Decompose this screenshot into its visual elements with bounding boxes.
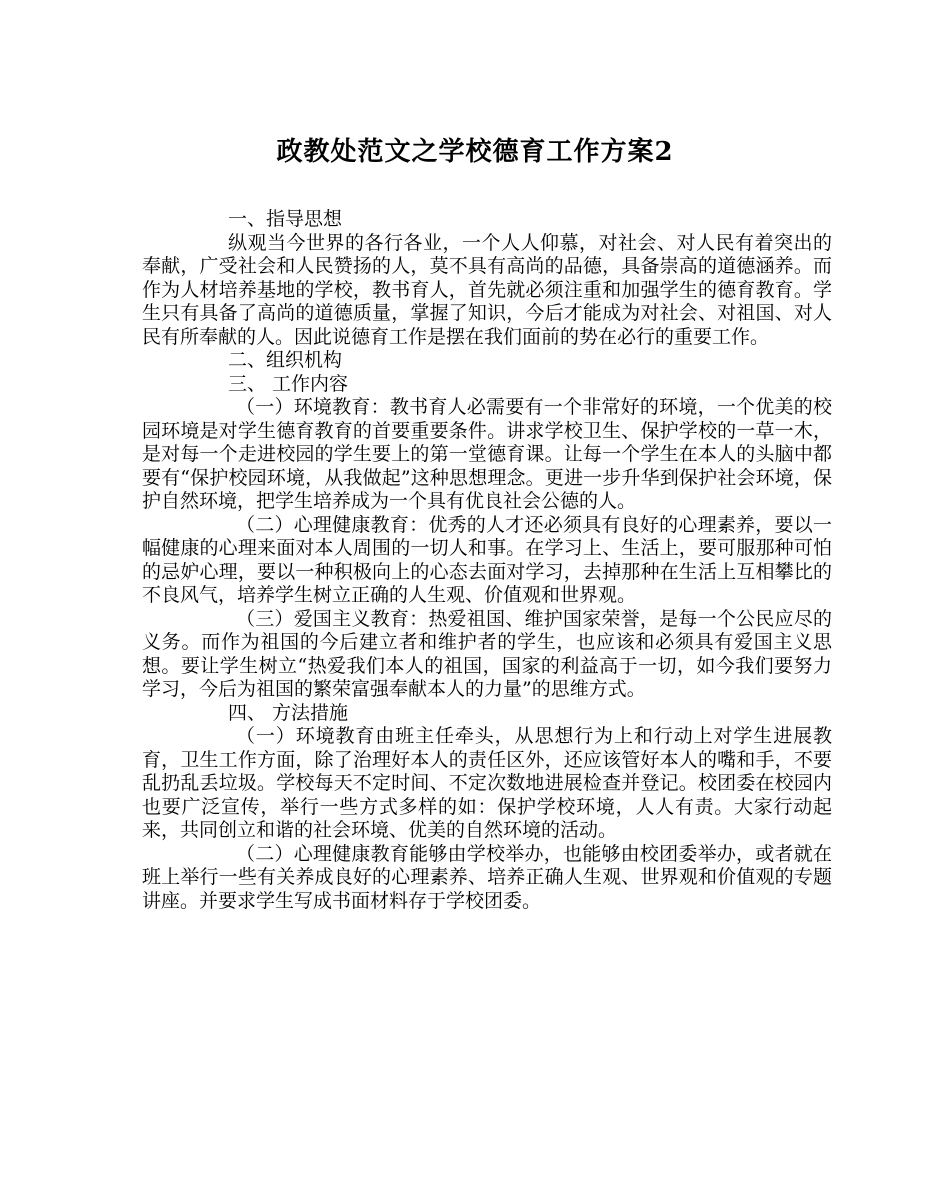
paragraph-guiding-thought: 纵观当今世界的各行各业，一个人人仰慕，对社会、对人民有着突出的奉献，广受社会和人民赞扬的人，莫不具有高尚的品德，具备崇高的道德涵养。而作为人材培养基地的学校，教书育人，首先就必须注重和加强学生的德育教育。学生只有具备了高尚的道德质量，掌握了知识，今后才能成为对社会、对祖国、对人民有所奉献的人。因此说德育工作是摆在我们面前的势在必行的重要工作。 xyxy=(142,231,832,348)
section-heading-organization: 二、组织机构 xyxy=(228,349,343,371)
paragraph-patriotism-education: （三）爱国主义教育：热爱祖国、维护国家荣誉，是每一个公民应尽的义务。而作为祖国的今后建立者和维护者的学生，也应该和必须具有爱国主义思想。要让学生树立“热爱我们本人的祖国，国家的利益高于一切，如今我们要努力学习，今后为祖国的繁荣富强奉献本人的力量”的思维方式。 xyxy=(142,607,832,700)
document-body xyxy=(142,208,832,913)
paragraph-environment-education: （一）环境教育：教书育人必需要有一个非常好的环境，一个优美的校园环境是对学生德育教育的首要重要条件。讲求学校卫生、保护学校的一草一木，是对每一个走进校园的学生要上的第一堂德育课。让每一个学生在本人的头脑中都要有“保护校园环境，从我做起”这种思想理念。更进一步升华到保护社会环境，保护自然环境，把学生培养成为一个具有优良社会公德的人。 xyxy=(142,396,832,512)
document-title: 政教处范文之学校德育工作方案2 xyxy=(276,137,674,167)
paragraph-method-environment: （一）环境教育由班主任牵头，从思想行为上和行动上对学生进展教育，卫生工作方面，除了治理好本人的责任区外，还应该管好本人的嘴和手，不要乱扔乱丢垃圾。学校每天不定时间、不定次数地进展检查并登记。校团委在校园内也要广泛宣传，举行一些方式多样的如：保护学校环境，人人有责。大家行动起来，共同创立和谐的社会环境、优美的自然环境的活动。 xyxy=(142,725,832,841)
section-heading-guiding-thought: 一、指导思想 xyxy=(228,208,343,230)
paragraph-mental-health-education: （二）心理健康教育：优秀的人才还必须具有良好的心理素养，要以一幅健康的心理来面对本人周围的一切人和事。在学习上、生活上，要可服那种可怕的忌妒心理，要以一种积极向上的心态去面对学习，去掉那种在生活上互相攀比的不良风气，培养学生树立正确的人生观、价值观和世界观。 xyxy=(142,513,832,606)
section-heading-work-content: 三、 工作内容 xyxy=(228,372,349,395)
section-heading-methods: 四、 方法措施 xyxy=(228,701,349,724)
paragraph-method-mental-health: （二）心理健康教育能够由学校举办，也能够由校团委举办，或者就在班上举行一些有关养成良好的心理素养、培养正确人生观、世界观和价值观的专题讲座。并要求学生写成书面材料存于学校团委。 xyxy=(142,842,832,912)
